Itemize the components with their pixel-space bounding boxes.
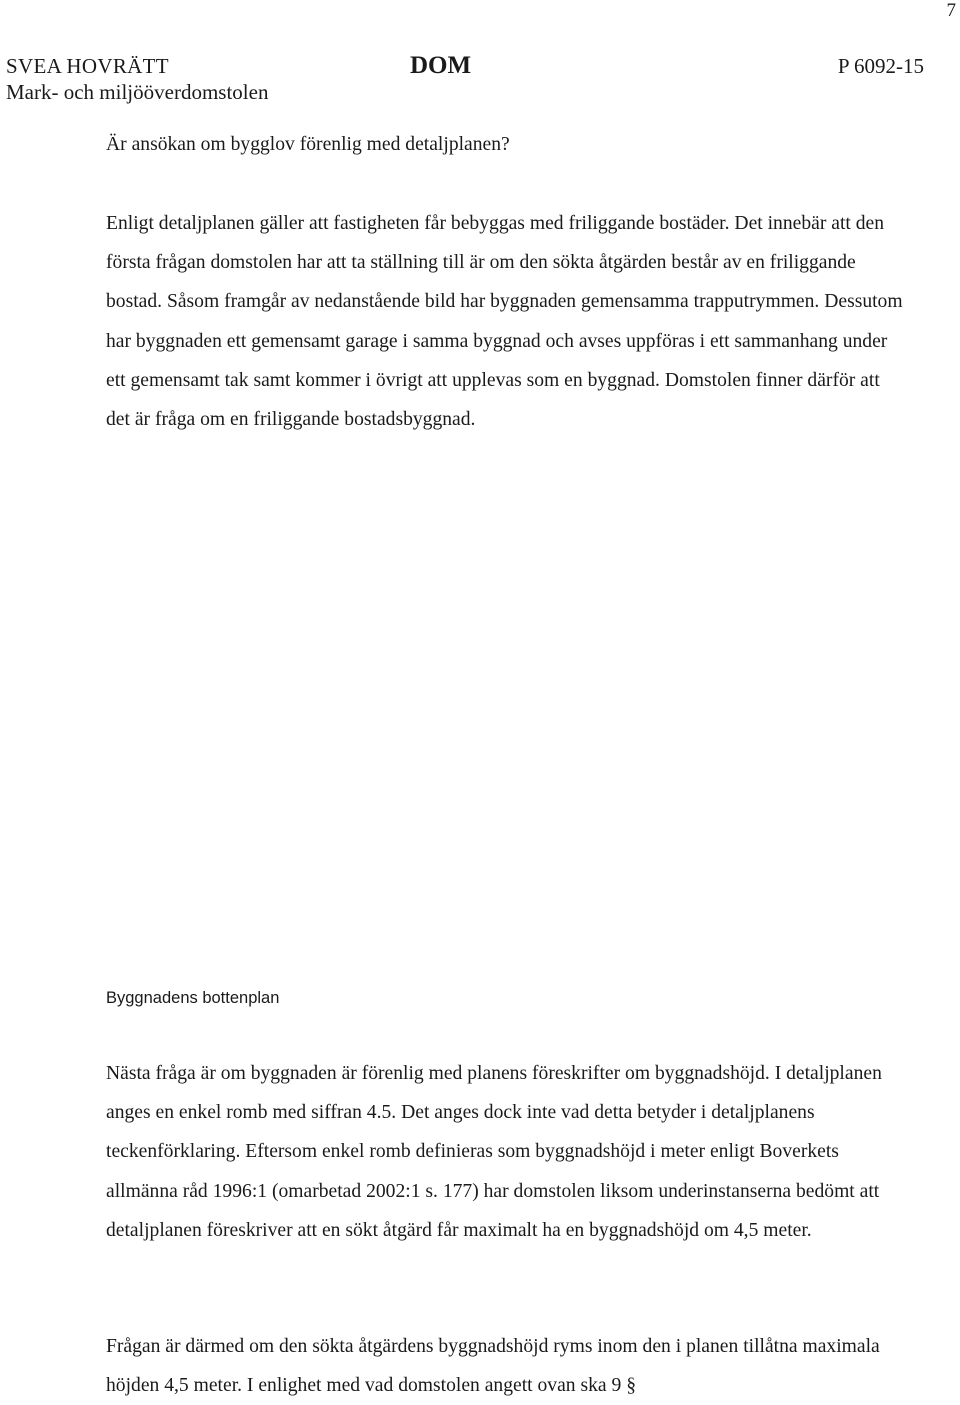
case-number: P 6092-15 [837,54,924,78]
paragraph-friliggande-bostad: Enligt detaljplanen gäller att fastigheten får bebyggas med friliggande bostäder. Det innebär att den första frågan domstolen har att ta ställning till är om den sökta åtgärden består av en friliggande bostad. Såsom framgår av nedanstående bild har byggnaden gemensamma trapputrymmen. Dessutom har byggnaden ett gemensamt garage i samma byggnad och avses uppföras i ett sammanhang under ett gemensamt tak samt kommer i övrigt att upplevas som en byggnad. Domstolen finner därför att det är fråga om en friliggande bostadsbyggnad. [106,213,903,431]
court-division: Mark- och miljööverdomstolen [6,80,269,104]
paragraph-byggnadshojd: Nästa fråga är om byggnaden är förenlig med planens föreskrifter om byggnadshöjd. I detaljplanen anges en enkel romb med siffran 4.5. Det anges dock inte vad detta betyder i detaljplanens teckenförklaring. Eftersom enkel romb definieras som byggnadshöjd i meter enligt Boverkets allmänna råd 1996:1 (omarbetad 2002:1 s. 177) har domstolen liksom underinstanserna bedömt att detaljplanen föreskriver att en sökt åtgärd får maximalt ha en byggnadshöjd om 4,5 meter. [106,1063,882,1241]
page-number: 7 [946,0,956,21]
question-heading: Är ansökan om bygglov förenlig med detaljplanen? [106,134,510,155]
document-type: DOM [410,52,472,79]
paragraph-fragan: Frågan är därmed om den sökta åtgärdens byggnadshöjd ryms inom den i planen tillåtna maximala höjden 4,5 meter. I enlighet med vad domstolen angett ovan ska 9 § [106,1336,880,1397]
document-header [6,54,924,104]
floor-plan-figure [106,500,906,970]
figure-caption: Byggnadens bottenplan [106,989,280,1007]
court-name: SVEA HOVRÄTT [6,54,169,78]
